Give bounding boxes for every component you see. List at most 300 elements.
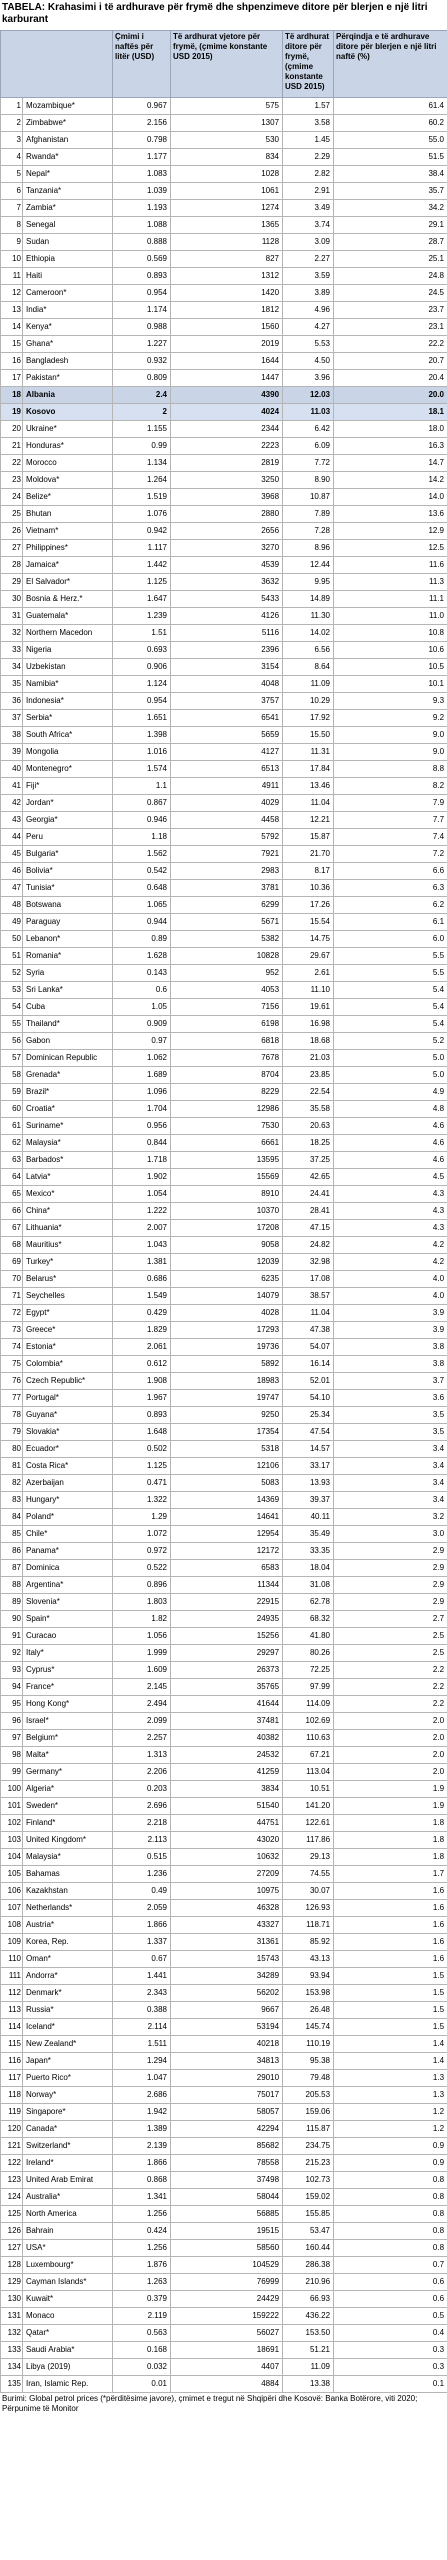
price-cell: 0.988 — [113, 319, 171, 336]
country-cell: Poland* — [23, 1509, 113, 1526]
price-cell: 1.866 — [113, 2155, 171, 2172]
table-row — [1, 166, 447, 183]
table-row — [1, 863, 447, 880]
annual-income-cell: 5659 — [171, 727, 283, 744]
price-cell: 1.18 — [113, 829, 171, 846]
country-cell: Belize* — [23, 489, 113, 506]
percentage-cell: 1.6 — [334, 1951, 447, 1968]
country-cell: Monaco — [23, 2308, 113, 2325]
table-row — [1, 1747, 447, 1764]
percentage-cell: 3.4 — [334, 1441, 447, 1458]
rank-cell: 92 — [1, 1645, 23, 1662]
country-cell: Italy* — [23, 1645, 113, 1662]
daily-income-cell: 7.89 — [283, 506, 334, 523]
annual-income-cell: 17354 — [171, 1424, 283, 1441]
table-row — [1, 1067, 447, 1084]
rank-cell: 46 — [1, 863, 23, 880]
price-cell: 1.222 — [113, 1203, 171, 1220]
rank-cell: 83 — [1, 1492, 23, 1509]
annual-income-cell: 3270 — [171, 540, 283, 557]
price-cell: 1.043 — [113, 1237, 171, 1254]
rank-cell: 124 — [1, 2189, 23, 2206]
annual-income-cell: 1128 — [171, 234, 283, 251]
annual-income-cell: 2223 — [171, 438, 283, 455]
percentage-cell: 20.4 — [334, 370, 447, 387]
price-cell: 0.972 — [113, 1543, 171, 1560]
annual-income-cell: 8229 — [171, 1084, 283, 1101]
daily-income-cell: 53.47 — [283, 2223, 334, 2240]
percentage-cell: 0.3 — [334, 2342, 447, 2359]
daily-income-cell: 47.15 — [283, 1220, 334, 1237]
price-cell: 2.007 — [113, 1220, 171, 1237]
table-row — [1, 1356, 447, 1373]
daily-income-cell: 18.04 — [283, 1560, 334, 1577]
rank-cell: 109 — [1, 1934, 23, 1951]
rank-cell: 112 — [1, 1985, 23, 2002]
daily-income-cell: 11.04 — [283, 1305, 334, 1322]
table-row — [1, 506, 447, 523]
rank-cell: 30 — [1, 591, 23, 608]
daily-income-cell: 79.48 — [283, 2070, 334, 2087]
percentage-cell: 10.8 — [334, 625, 447, 642]
annual-income-cell: 1420 — [171, 285, 283, 302]
percentage-cell: 23.1 — [334, 319, 447, 336]
data-table — [0, 30, 447, 2393]
daily-income-cell: 10.51 — [283, 1781, 334, 1798]
table-row — [1, 2291, 447, 2308]
table-row — [1, 404, 447, 421]
daily-income-cell: 118.71 — [283, 1917, 334, 1934]
price-cell: 1.076 — [113, 506, 171, 523]
rank-cell: 84 — [1, 1509, 23, 1526]
country-cell: Singapore* — [23, 2104, 113, 2121]
country-cell: Bosnia & Herz.* — [23, 591, 113, 608]
country-cell: Cyprus* — [23, 1662, 113, 1679]
rank-cell: 38 — [1, 727, 23, 744]
percentage-cell: 1.6 — [334, 1917, 447, 1934]
annual-income-cell: 12954 — [171, 1526, 283, 1543]
daily-income-cell: 145.74 — [283, 2019, 334, 2036]
rank-cell: 117 — [1, 2070, 23, 2087]
price-cell: 1.651 — [113, 710, 171, 727]
price-cell: 0.424 — [113, 2223, 171, 2240]
country-cell: Sri Lanka* — [23, 982, 113, 999]
price-cell: 2.696 — [113, 1798, 171, 1815]
table-row — [1, 2257, 447, 2274]
annual-income-cell: 1812 — [171, 302, 283, 319]
price-cell: 0.809 — [113, 370, 171, 387]
country-cell: Albania — [23, 387, 113, 404]
percentage-cell: 6.2 — [334, 897, 447, 914]
daily-income-cell: 43.13 — [283, 1951, 334, 1968]
daily-income-cell: 210.96 — [283, 2274, 334, 2291]
percentage-cell: 8.8 — [334, 761, 447, 778]
rank-cell: 24 — [1, 489, 23, 506]
price-cell: 0.67 — [113, 1951, 171, 1968]
table-row — [1, 1849, 447, 1866]
table-row — [1, 1169, 447, 1186]
percentage-cell: 2.9 — [334, 1560, 447, 1577]
daily-income-cell: 8.96 — [283, 540, 334, 557]
table-row — [1, 778, 447, 795]
table-row — [1, 370, 447, 387]
price-cell: 2.114 — [113, 2019, 171, 2036]
annual-income-cell: 6818 — [171, 1033, 283, 1050]
country-cell: Croatia* — [23, 1101, 113, 1118]
price-cell: 1.442 — [113, 557, 171, 574]
percentage-cell: 1.8 — [334, 1815, 447, 1832]
country-cell: Fiji* — [23, 778, 113, 795]
table-row — [1, 115, 447, 132]
country-cell: Japan* — [23, 2053, 113, 2070]
price-cell: 1.039 — [113, 183, 171, 200]
country-cell: Luxembourg* — [23, 2257, 113, 2274]
annual-income-cell: 159222 — [171, 2308, 283, 2325]
annual-income-cell: 834 — [171, 149, 283, 166]
percentage-cell: 34.2 — [334, 200, 447, 217]
daily-income-cell: 41.80 — [283, 1628, 334, 1645]
daily-income-cell: 80.26 — [283, 1645, 334, 1662]
price-cell: 1.389 — [113, 2121, 171, 2138]
country-cell: Mexico* — [23, 1186, 113, 1203]
country-cell: Moldova* — [23, 472, 113, 489]
country-cell: Georgia* — [23, 812, 113, 829]
table-row — [1, 2019, 447, 2036]
rank-cell: 120 — [1, 2121, 23, 2138]
price-cell: 1.562 — [113, 846, 171, 863]
country-cell: Lithuania* — [23, 1220, 113, 1237]
table-row — [1, 1016, 447, 1033]
percentage-cell: 35.7 — [334, 183, 447, 200]
annual-income-cell: 1061 — [171, 183, 283, 200]
table-row — [1, 727, 447, 744]
annual-income-cell: 827 — [171, 251, 283, 268]
annual-income-cell: 3781 — [171, 880, 283, 897]
percentage-cell: 8.2 — [334, 778, 447, 795]
annual-income-cell: 5382 — [171, 931, 283, 948]
annual-income-cell: 14079 — [171, 1288, 283, 1305]
rank-cell: 18 — [1, 387, 23, 404]
percentage-cell: 22.2 — [334, 336, 447, 353]
price-cell: 0.944 — [113, 914, 171, 931]
country-cell: Grenada* — [23, 1067, 113, 1084]
daily-income-cell: 40.11 — [283, 1509, 334, 1526]
annual-income-cell: 5318 — [171, 1441, 283, 1458]
annual-income-cell: 10632 — [171, 1849, 283, 1866]
price-cell: 1.227 — [113, 336, 171, 353]
table-row — [1, 319, 447, 336]
rank-cell: 45 — [1, 846, 23, 863]
price-cell: 0.97 — [113, 1033, 171, 1050]
table-row — [1, 353, 447, 370]
rank-cell: 131 — [1, 2308, 23, 2325]
price-cell: 2.218 — [113, 1815, 171, 1832]
rank-cell: 16 — [1, 353, 23, 370]
rank-cell: 29 — [1, 574, 23, 591]
country-cell: Pakistan* — [23, 370, 113, 387]
table-row — [1, 1254, 447, 1271]
annual-income-cell: 12106 — [171, 1458, 283, 1475]
country-cell: Thailand* — [23, 1016, 113, 1033]
percentage-cell: 16.3 — [334, 438, 447, 455]
rank-cell: 21 — [1, 438, 23, 455]
rank-cell: 3 — [1, 132, 23, 149]
rank-cell: 14 — [1, 319, 23, 336]
percentage-cell: 1.4 — [334, 2036, 447, 2053]
rank-cell: 8 — [1, 217, 23, 234]
rank-cell: 129 — [1, 2274, 23, 2291]
rank-cell: 73 — [1, 1322, 23, 1339]
country-cell: Puerto Rico* — [23, 2070, 113, 2087]
rank-cell: 12 — [1, 285, 23, 302]
daily-income-cell: 13.46 — [283, 778, 334, 795]
table-row — [1, 693, 447, 710]
percentage-cell: 4.3 — [334, 1203, 447, 1220]
annual-income-cell: 37481 — [171, 1713, 283, 1730]
daily-income-cell: 14.89 — [283, 591, 334, 608]
daily-income-cell: 74.55 — [283, 1866, 334, 1883]
price-cell: 0.471 — [113, 1475, 171, 1492]
daily-income-cell: 18.25 — [283, 1135, 334, 1152]
price-cell: 2.257 — [113, 1730, 171, 1747]
rank-cell: 44 — [1, 829, 23, 846]
annual-income-cell: 3154 — [171, 659, 283, 676]
percentage-cell: 9.3 — [334, 693, 447, 710]
header-price: Çmimi i naftës për litër (USD) — [113, 31, 171, 98]
country-cell: Brazil* — [23, 1084, 113, 1101]
annual-income-cell: 4048 — [171, 676, 283, 693]
price-cell: 2.494 — [113, 1696, 171, 1713]
table-row — [1, 2104, 447, 2121]
rank-cell: 118 — [1, 2087, 23, 2104]
daily-income-cell: 141.20 — [283, 1798, 334, 1815]
table-row — [1, 2376, 447, 2393]
country-cell: Canada* — [23, 2121, 113, 2138]
price-cell: 1.263 — [113, 2274, 171, 2291]
country-cell: Guatemala* — [23, 608, 113, 625]
price-cell: 0.868 — [113, 2172, 171, 2189]
price-cell: 0.967 — [113, 98, 171, 115]
price-cell: 1.511 — [113, 2036, 171, 2053]
daily-income-cell: 155.85 — [283, 2206, 334, 2223]
daily-income-cell: 102.69 — [283, 1713, 334, 1730]
annual-income-cell: 12172 — [171, 1543, 283, 1560]
percentage-cell: 1.5 — [334, 1985, 447, 2002]
daily-income-cell: 234.75 — [283, 2138, 334, 2155]
percentage-cell: 3.9 — [334, 1305, 447, 1322]
rank-cell: 74 — [1, 1339, 23, 1356]
percentage-cell: 14.7 — [334, 455, 447, 472]
daily-income-cell: 9.95 — [283, 574, 334, 591]
percentage-cell: 10.6 — [334, 642, 447, 659]
daily-income-cell: 3.58 — [283, 115, 334, 132]
rank-cell: 91 — [1, 1628, 23, 1645]
rank-cell: 106 — [1, 1883, 23, 1900]
annual-income-cell: 1312 — [171, 268, 283, 285]
price-cell: 1.574 — [113, 761, 171, 778]
annual-income-cell: 11344 — [171, 1577, 283, 1594]
annual-income-cell: 53194 — [171, 2019, 283, 2036]
country-cell: Bulgaria* — [23, 846, 113, 863]
annual-income-cell: 7156 — [171, 999, 283, 1016]
table-row — [1, 2359, 447, 2376]
annual-income-cell: 9667 — [171, 2002, 283, 2019]
daily-income-cell: 8.90 — [283, 472, 334, 489]
country-cell: Nepal* — [23, 166, 113, 183]
daily-income-cell: 2.91 — [283, 183, 334, 200]
table-row — [1, 1900, 447, 1917]
table-row — [1, 625, 447, 642]
annual-income-cell: 5083 — [171, 1475, 283, 1492]
annual-income-cell: 6583 — [171, 1560, 283, 1577]
annual-income-cell: 26373 — [171, 1662, 283, 1679]
percentage-cell: 3.2 — [334, 1509, 447, 1526]
annual-income-cell: 1560 — [171, 319, 283, 336]
rank-cell: 42 — [1, 795, 23, 812]
country-cell: Dominican Republic — [23, 1050, 113, 1067]
annual-income-cell: 530 — [171, 132, 283, 149]
price-cell: 1.256 — [113, 2206, 171, 2223]
percentage-cell: 4.6 — [334, 1135, 447, 1152]
country-cell: Ghana* — [23, 336, 113, 353]
price-cell: 0.893 — [113, 268, 171, 285]
country-cell: El Salvador* — [23, 574, 113, 591]
daily-income-cell: 38.57 — [283, 1288, 334, 1305]
country-cell: Kosovo — [23, 404, 113, 421]
table-row — [1, 2308, 447, 2325]
annual-income-cell: 75017 — [171, 2087, 283, 2104]
percentage-cell: 1.4 — [334, 2053, 447, 2070]
country-cell: Namibia* — [23, 676, 113, 693]
rank-cell: 105 — [1, 1866, 23, 1883]
rank-cell: 39 — [1, 744, 23, 761]
table-row — [1, 557, 447, 574]
table-row — [1, 1407, 447, 1424]
price-cell: 1.866 — [113, 1917, 171, 1934]
annual-income-cell: 4053 — [171, 982, 283, 999]
table-row — [1, 1458, 447, 1475]
table-row — [1, 455, 447, 472]
price-cell: 1.704 — [113, 1101, 171, 1118]
percentage-cell: 4.6 — [334, 1118, 447, 1135]
price-cell: 1.381 — [113, 1254, 171, 1271]
price-cell: 0.798 — [113, 132, 171, 149]
percentage-cell: 6.3 — [334, 880, 447, 897]
daily-income-cell: 42.65 — [283, 1169, 334, 1186]
daily-income-cell: 12.44 — [283, 557, 334, 574]
country-cell: Barbados* — [23, 1152, 113, 1169]
percentage-cell: 1.9 — [334, 1798, 447, 1815]
price-cell: 1.689 — [113, 1067, 171, 1084]
percentage-cell: 12.9 — [334, 523, 447, 540]
table-row — [1, 642, 447, 659]
daily-income-cell: 47.54 — [283, 1424, 334, 1441]
rank-cell: 61 — [1, 1118, 23, 1135]
price-cell: 1.908 — [113, 1373, 171, 1390]
country-cell: Peru — [23, 829, 113, 846]
daily-income-cell: 11.09 — [283, 2359, 334, 2376]
daily-income-cell: 11.04 — [283, 795, 334, 812]
daily-income-cell: 97.99 — [283, 1679, 334, 1696]
daily-income-cell: 39.37 — [283, 1492, 334, 1509]
annual-income-cell: 2656 — [171, 523, 283, 540]
price-cell: 2.139 — [113, 2138, 171, 2155]
annual-income-cell: 12986 — [171, 1101, 283, 1118]
annual-income-cell: 44751 — [171, 1815, 283, 1832]
table-row — [1, 302, 447, 319]
percentage-cell: 1.7 — [334, 1866, 447, 1883]
percentage-cell: 0.8 — [334, 2206, 447, 2223]
annual-income-cell: 10370 — [171, 1203, 283, 1220]
rank-cell: 115 — [1, 2036, 23, 2053]
country-cell: Spain* — [23, 1611, 113, 1628]
percentage-cell: 3.5 — [334, 1424, 447, 1441]
percentage-cell: 0.7 — [334, 2257, 447, 2274]
annual-income-cell: 40382 — [171, 1730, 283, 1747]
daily-income-cell: 54.10 — [283, 1390, 334, 1407]
table-row — [1, 1815, 447, 1832]
daily-income-cell: 12.21 — [283, 812, 334, 829]
rank-cell: 135 — [1, 2376, 23, 2393]
table-row — [1, 1220, 447, 1237]
daily-income-cell: 215.23 — [283, 2155, 334, 2172]
country-cell: Mauritius* — [23, 1237, 113, 1254]
rank-cell: 95 — [1, 1696, 23, 1713]
rank-cell: 47 — [1, 880, 23, 897]
daily-income-cell: 10.29 — [283, 693, 334, 710]
rank-cell: 17 — [1, 370, 23, 387]
country-cell: Tanzania* — [23, 183, 113, 200]
rank-cell: 69 — [1, 1254, 23, 1271]
rank-cell: 65 — [1, 1186, 23, 1203]
country-cell: Sudan — [23, 234, 113, 251]
percentage-cell: 5.4 — [334, 1016, 447, 1033]
annual-income-cell: 4029 — [171, 795, 283, 812]
percentage-cell: 20.0 — [334, 387, 447, 404]
daily-income-cell: 4.27 — [283, 319, 334, 336]
rank-cell: 82 — [1, 1475, 23, 1492]
annual-income-cell: 4028 — [171, 1305, 283, 1322]
rank-cell: 102 — [1, 1815, 23, 1832]
rank-cell: 101 — [1, 1798, 23, 1815]
price-cell: 0.388 — [113, 2002, 171, 2019]
price-cell: 1.322 — [113, 1492, 171, 1509]
price-cell: 0.942 — [113, 523, 171, 540]
annual-income-cell: 17208 — [171, 1220, 283, 1237]
annual-income-cell: 2344 — [171, 421, 283, 438]
rank-cell: 104 — [1, 1849, 23, 1866]
rank-cell: 11 — [1, 268, 23, 285]
country-cell: Belarus* — [23, 1271, 113, 1288]
annual-income-cell: 43020 — [171, 1832, 283, 1849]
table-row — [1, 336, 447, 353]
table-body — [1, 98, 447, 2393]
country-cell: Ukraine* — [23, 421, 113, 438]
table-row — [1, 1152, 447, 1169]
rank-cell: 64 — [1, 1169, 23, 1186]
annual-income-cell: 24429 — [171, 2291, 283, 2308]
country-cell: Andorra* — [23, 1968, 113, 1985]
price-cell: 1.062 — [113, 1050, 171, 1067]
annual-income-cell: 24935 — [171, 1611, 283, 1628]
country-cell: Cayman Islands* — [23, 2274, 113, 2291]
country-cell: Mozambique* — [23, 98, 113, 115]
country-cell: Kuwait* — [23, 2291, 113, 2308]
daily-income-cell: 2.27 — [283, 251, 334, 268]
table-row — [1, 1203, 447, 1220]
daily-income-cell: 17.84 — [283, 761, 334, 778]
table-row — [1, 2155, 447, 2172]
